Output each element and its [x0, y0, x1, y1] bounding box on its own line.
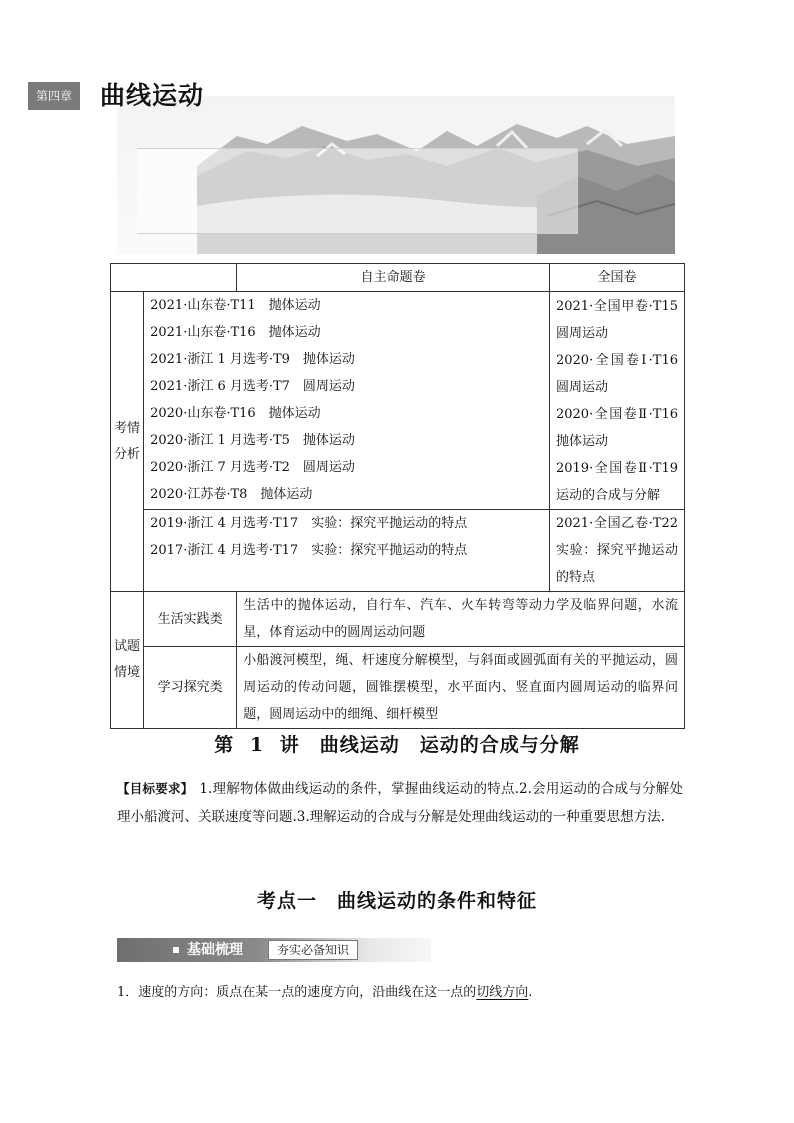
goals-paragraph — [117, 775, 683, 831]
table-row — [111, 292, 685, 510]
analysis-label-line1: 考情 — [114, 420, 141, 436]
section-title: 考点一 曲线运动的条件和特征 — [256, 890, 537, 912]
context-label — [111, 592, 144, 729]
list-item: 2021·山东卷·T16 抛体运动 — [150, 325, 321, 340]
point-1 — [117, 982, 683, 1004]
self-experiment-cell — [144, 510, 550, 592]
table-row — [111, 592, 685, 647]
self-items-cell — [144, 292, 550, 510]
lesson-title: 第 1 讲 曲线运动 运动的合成与分解 — [214, 734, 580, 756]
goals-label: 【目标要求】 — [117, 781, 194, 796]
life-text: 生活中的抛体运动，自行车、汽车、火车转弯等动力学及临界问题，水流星，体育运动中的圆周运动问题 — [237, 592, 685, 647]
chapter-card — [137, 148, 578, 234]
chapter-title: 曲线运动 — [100, 81, 205, 110]
corner-cell — [111, 264, 237, 292]
life-label: 生活实践类 — [144, 592, 237, 647]
point-1-prefix: 1．速度的方向：质点在某一点的速度方向，沿曲线在这一点的 — [117, 985, 477, 1000]
study-label: 学习探究类 — [144, 647, 237, 729]
basics-bar — [117, 938, 431, 962]
context-label-line2: 情境 — [114, 665, 141, 680]
square-bullet-icon — [173, 947, 179, 953]
table-header-row — [111, 264, 685, 292]
point-1-suffix: . — [528, 985, 533, 1000]
chapter-tag: 第四章 — [28, 82, 80, 110]
basics-label: 基础梳理 — [187, 942, 243, 958]
chapter-banner — [117, 96, 675, 254]
analysis-label-line2: 分析 — [114, 446, 141, 462]
basics-tag: 夯实必备知识 — [268, 940, 358, 960]
analysis-label — [111, 292, 144, 592]
list-item: 2020·浙江 1 月选考·T5 抛体运动 — [150, 433, 355, 448]
goals-text: 1.理解物体做曲线运动的条件，掌握曲线运动的特点.2.会用运动的合成与分解处理小船渡河、关联速度等问题.3.理解运动的合成与分解是处理曲线运动的一种重要思想方法. — [117, 781, 683, 825]
list-item: 2020·全国卷Ⅱ·T16 抛体运动 — [555, 407, 692, 449]
list-item: 2017·浙江 4 月选考·T17 实验：探究平抛运动的特点 — [150, 543, 468, 558]
list-item: 2021·全国甲卷·T15 圆周运动 — [555, 299, 692, 341]
header-self: 自主命题卷 — [237, 264, 550, 292]
national-experiment-cell: 2021·全国乙卷·T22 实验：探究平抛运动的特点 — [549, 510, 684, 592]
exam-analysis-table — [110, 263, 692, 729]
table-row — [111, 647, 685, 729]
list-item: 2019·浙江 4 月选考·T17 实验：探究平抛运动的特点 — [150, 516, 468, 531]
list-item: 2021·浙江 6 月选考·T7 圆周运动 — [150, 379, 355, 394]
list-item: 2021·山东卷·T11 抛体运动 — [150, 298, 321, 313]
study-text: 小船渡河模型，绳、杆速度分解模型，与斜面或圆弧面有关的平抛运动，圆周运动的传动问题，圆锥摆模型，水平面内、竖直面内圆周运动的临界问题，圆周运动中的细绳、细杆模型 — [237, 647, 685, 729]
list-item: 2020·全国卷Ⅰ·T16 圆周运动 — [555, 353, 692, 395]
point-1-underlined: 切线方向 — [476, 985, 529, 1000]
list-item: 2020·山东卷·T16 抛体运动 — [150, 406, 321, 421]
list-item: 2021·浙江 1 月选考·T9 抛体运动 — [150, 352, 355, 367]
context-label-line1: 试题 — [114, 639, 141, 654]
header-national: 全国卷 — [549, 264, 684, 292]
national-items-cell — [549, 292, 692, 510]
table-row — [111, 510, 685, 592]
list-item: 2020·浙江 7 月选考·T2 圆周运动 — [150, 460, 355, 475]
list-item: 2019·全国卷Ⅱ·T19 运动的合成与分解 — [555, 461, 692, 503]
list-item: 2020·江苏卷·T8 抛体运动 — [150, 487, 313, 502]
